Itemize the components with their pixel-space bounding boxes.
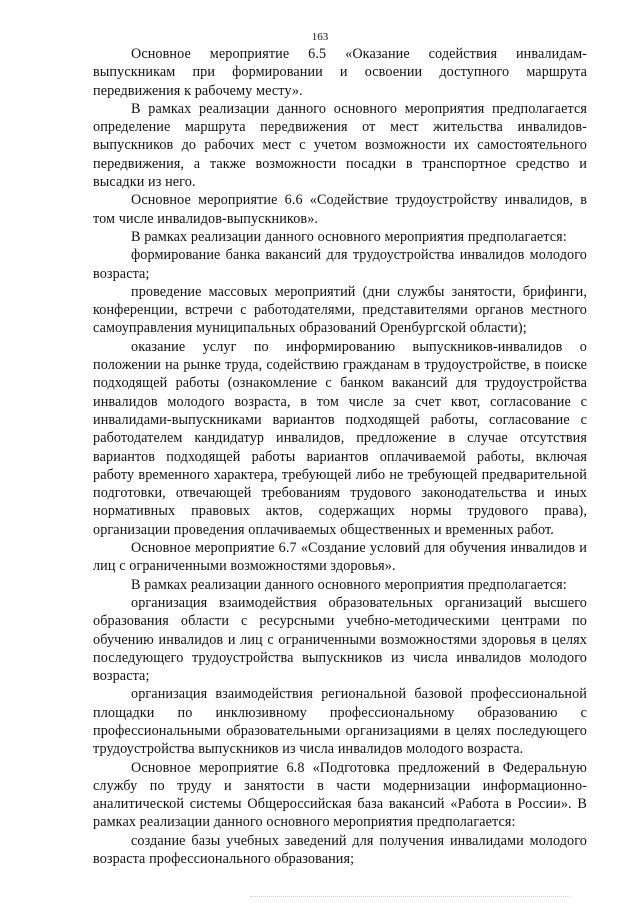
paragraph-information-services: оказание услуг по информированию выпускников-инвалидов о положении на рынке труда, содействию гражданам в трудоустройстве, в поиске подходящей работы (ознакомление с банком вакансий для трудоустройства инвалидов молодого возраста, в том числе за счет квот, согласование с инвалидами-выпускниками вариантов подходящей работы, согласование с работодателем кандидатур инвалидов, предложение в случае отсутствия вариантов подходящей работы вариантов оплачиваемой работы, включая работу временного характера, требующей либо не требующей предварительной подготовки, отвечающей требованиям трудового законодательства и иных нормативных правовых актов, содержащих нормы трудового права), организации проведения оплачиваемых общественных и временных работ. bbox=[93, 338, 587, 538]
scan-artifact-line bbox=[250, 896, 570, 900]
paragraph-education-database: создание базы учебных заведений для получения инвалидами молодого возраста профессионального образования; bbox=[93, 832, 587, 868]
paragraph-vacancy-bank: формирование банка вакансий для трудоустройства инвалидов молодого возраста; bbox=[93, 247, 587, 282]
paragraph-measure-6-7-intro: В рамках реализации данного основного мероприятия предполагается: bbox=[131, 576, 567, 593]
paragraph-professional-platform: организация взаимодействия региональной базовой профессиональной площадки по инклюзивному профессиональному образованию с профессиональными образовательными организациями в целях последующего трудоустройства выпускников из числа инвалидов молодого возраста. bbox=[93, 686, 587, 758]
document-body bbox=[93, 45, 587, 868]
paragraph-measure-6-6-intro: В рамках реализации данного основного мероприятия предполагается: bbox=[131, 228, 567, 245]
paragraph-measure-6-7: Основное мероприятие 6.7 «Создание условий для обучения инвалидов и лиц с ограниченными возможностями здоровья». bbox=[93, 540, 587, 575]
paragraph-measure-6-5-details: В рамках реализации данного основного мероприятия предполагается определение маршрута передвижения от мест жительства инвалидов-выпускников до рабочих мест с учетом возможности их самостоятельного передвижения, а также возможности посадки в транспортное средство и высадки из него. bbox=[93, 100, 587, 191]
paragraph-measure-6-6: Основное мероприятие 6.6 «Содействие трудоустройству инвалидов, в том числе инвалидов-выпускников». bbox=[93, 192, 587, 227]
paragraph-measure-6-5: Основное мероприятие 6.5 «Оказание содействия инвалидам-выпускникам при формировании и освоении доступного маршрута передвижения к рабочему месту». bbox=[93, 46, 587, 99]
paragraph-measure-6-8: Основное мероприятие 6.8 «Подготовка предложений в Федеральную службу по труду и занятости в части модернизации информационно-аналитической системы Общероссийская база вакансий «Работа в России». В рамках реализации данного основного мероприятия предполагается: bbox=[93, 759, 587, 831]
page-number: 163 bbox=[311, 31, 329, 43]
paragraph-mass-events: проведение массовых мероприятий (дни службы занятости, брифинги, конференции, встречи с работодателями, представителями органов местного самоуправления муниципальных образований Оренбургской области); bbox=[93, 283, 587, 337]
paragraph-higher-education-cooperation: организация взаимодействия образовательных организаций высшего образования области с ресурсными учебно-методическими центрами по обучению инвалидов и лиц с ограниченными возможностями здоровья в целях последующего трудоустройства выпускников из числа инвалидов молодого возраста; bbox=[93, 594, 587, 685]
